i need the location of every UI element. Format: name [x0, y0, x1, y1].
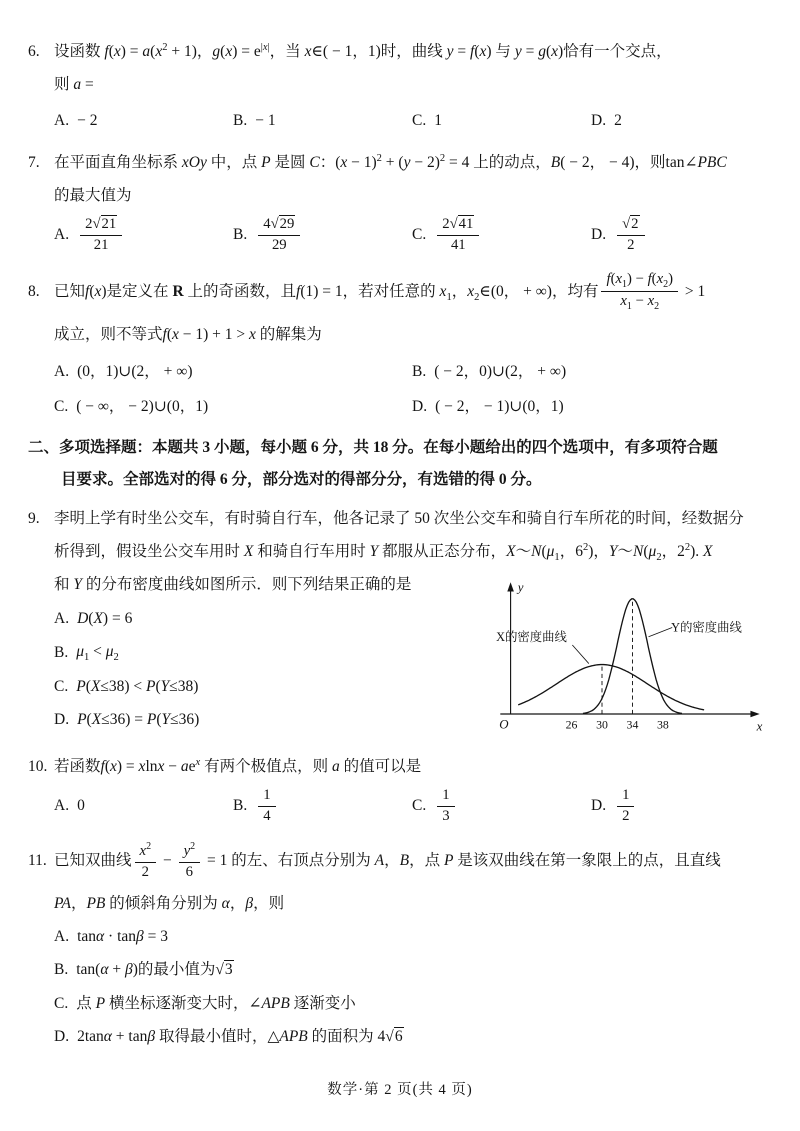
- y-curve-label: Y的密度曲线: [671, 621, 742, 636]
- q7-option-c: [412, 216, 591, 254]
- q6-option-d: [591, 112, 770, 130]
- q6-stem-line1: [28, 36, 770, 69]
- q11-option-d: [54, 1020, 770, 1053]
- q6-options: [54, 105, 770, 137]
- option-body: − 2: [77, 112, 98, 130]
- option-body: 点 P 横坐标逐渐变大时，∠APB 逐渐变小: [76, 994, 356, 1012]
- q9-stem-line2: 析得到，假设坐公交车用时 X 和骑自行车用时 Y 都服从正态分布，$X\sim N(\mu_1$，$6^2$)，$Y\sim N(\mu_2$，$2^2$). X: [54, 541, 713, 564]
- option-body: tan(α + β)的最小值为√3: [76, 961, 233, 979]
- q7-number: 7.: [28, 154, 40, 172]
- q8-stem-line1: [28, 265, 770, 320]
- q6-option-a: [54, 112, 233, 130]
- x-curve-callout-line: [572, 646, 588, 665]
- option-body: ( − 2，0)∪(2， + ∞): [434, 362, 567, 380]
- section-2-header: [28, 432, 770, 496]
- q10-options: [54, 787, 770, 825]
- q11-option-b: [54, 953, 770, 986]
- option-label: A.: [54, 928, 70, 946]
- option-label: C.: [54, 994, 69, 1012]
- option-label: B.: [54, 643, 69, 661]
- option-body: $\frac{2√21}{21}$: [77, 216, 125, 254]
- q11-number: 11.: [28, 852, 47, 870]
- option-body: D(X) = 6: [77, 609, 133, 627]
- q9-stem-text: 李明上学有时坐公交车，有时骑自行车，他各记录了 50 次坐公交车和骑自行车所花的时间，经数据分: [54, 510, 744, 528]
- q6-stem-line2: 则 a =: [54, 75, 94, 93]
- option-label: D.: [412, 397, 428, 415]
- option-body: ( − 2， − 1)∪(0，1): [435, 397, 564, 415]
- x-curve-label: X的密度曲线: [496, 630, 567, 645]
- option-body: tanα · tanβ = 3: [77, 928, 168, 946]
- q10-option-d: [591, 787, 770, 825]
- q6-stem-text: 设函数 $f(x) = a(x^2 + 1)$，$g(x) = e^{|x|}$，当 x∈( − 1，1)时，曲线 y = f(x) 与 y = g(x)恰有一个交点，: [54, 41, 672, 60]
- q10-stem-line1: [28, 751, 770, 784]
- option-label: A.: [54, 362, 70, 380]
- y-curve-callout-line: [649, 628, 673, 637]
- q9-stem-line1: [28, 503, 770, 536]
- question-10: [28, 751, 770, 826]
- question-11: [28, 835, 770, 1053]
- option-label: B.: [233, 226, 248, 244]
- q10-option-c: [412, 787, 591, 825]
- q8-option-b: [412, 356, 770, 387]
- option-label: B.: [54, 961, 69, 979]
- option-label: D.: [591, 226, 607, 244]
- q8-option-c: [54, 391, 412, 422]
- q7-option-a: [54, 216, 233, 254]
- q8-options: [54, 356, 770, 422]
- y-axis-label: y: [517, 580, 524, 595]
- q6-option-b: [233, 112, 412, 130]
- option-body: 2tanα + tanβ 取得最小值时，△APB 的面积为 4√6: [77, 1028, 403, 1046]
- option-label: A.: [54, 609, 70, 627]
- q11-stem-line2: PA，PB 的倾斜角分别为 α，β，则: [54, 894, 285, 912]
- option-body: ( − ∞， − 2)∪(0，1): [76, 397, 209, 415]
- q9-number: 9.: [28, 510, 40, 528]
- x-tick-38: 38: [657, 717, 669, 732]
- option-label: D.: [54, 711, 70, 729]
- q8-number: 8.: [28, 282, 40, 300]
- q9-stem-line3: 和 Y 的分布密度曲线如图所示．则下列结果正确的是: [54, 576, 412, 594]
- y-axis-arrow: [507, 583, 514, 592]
- origin-label: O: [499, 717, 509, 732]
- option-label: D.: [54, 1028, 70, 1046]
- q10-option-b: [233, 787, 412, 825]
- option-body: P(X≤36) = P(Y≤36): [77, 711, 200, 729]
- page-footer: 数学·第 2 页(共 4 页): [327, 1082, 473, 1098]
- question-7: [28, 147, 770, 254]
- x-tick-30: 30: [596, 717, 608, 732]
- option-label: A.: [54, 226, 70, 244]
- q8-stem-line2: 成立，则不等式f(x − 1) + 1 > x 的解集为: [54, 326, 322, 344]
- q7-options: [54, 216, 770, 254]
- q6-number: 6.: [28, 43, 40, 60]
- option-label: B.: [233, 797, 248, 815]
- option-body: $\frac{2√41}{41}$: [434, 216, 482, 254]
- q11-stem-text: 已知双曲线 $\frac{x^2}{2}$ − $\frac{y^2}{6}$ = 1 的左、右顶点分别为 A，B，点 P 是该双曲线在第一象限上的点，且直线: [54, 841, 721, 880]
- option-label: C.: [54, 677, 69, 695]
- q10-number: 10.: [28, 757, 48, 775]
- option-body: $\frac{4√29}{29}$: [255, 216, 303, 254]
- x-axis-arrow: [750, 711, 759, 718]
- option-label: C.: [412, 112, 427, 130]
- option-label: D.: [591, 797, 607, 815]
- option-body: $\mu_1 < \mu_2$: [76, 643, 119, 664]
- option-label: C.: [412, 226, 427, 244]
- option-body: 2: [614, 112, 622, 130]
- q6-option-c: [412, 112, 591, 130]
- x-tick-34: 34: [626, 717, 639, 732]
- option-body: $\frac{√2}{2}$: [614, 216, 647, 254]
- option-label: B.: [233, 112, 248, 130]
- q7-stem-line2: 的最大值为: [54, 186, 132, 204]
- question-9: [28, 503, 770, 736]
- option-label: C.: [54, 397, 69, 415]
- option-body: $\frac{1}{4}$: [255, 787, 278, 825]
- option-body: 0: [77, 797, 85, 815]
- option-label: C.: [412, 797, 427, 815]
- q7-option-b: [233, 216, 412, 254]
- density-curves-figure: [490, 575, 770, 748]
- q11-option-a: [54, 920, 770, 953]
- option-body: − 1: [255, 112, 276, 130]
- option-body: $\frac{1}{2}$: [614, 787, 637, 825]
- q7-option-d: [591, 216, 770, 254]
- question-8: [28, 265, 770, 422]
- x-axis-label: x: [756, 719, 763, 734]
- option-label: D.: [591, 112, 607, 130]
- option-label: B.: [412, 362, 427, 380]
- option-body: 1: [434, 112, 442, 130]
- q10-option-a: [54, 797, 233, 815]
- q7-stem-line1: [28, 147, 770, 180]
- option-body: (0，1)∪(2， + ∞): [77, 362, 193, 380]
- q11-option-c: [54, 987, 770, 1020]
- q8-option-d: [412, 391, 770, 422]
- q7-stem-text: 在平面直角坐标系 xOy 中，点 P 是圆 C：$(x - 1)^2 + (y - 2)^2 = 4$ 上的动点，B( − 2， − 4)，则tan∠PBC: [54, 152, 727, 172]
- x-tick-26: 26: [565, 717, 578, 732]
- q10-stem-text: 若函数$f(x) = xlnx - ae^x$ 有两个极值点，则 a 的值可以是: [54, 756, 422, 775]
- option-label: A.: [54, 797, 70, 815]
- option-body: $\frac{1}{3}$: [434, 787, 457, 825]
- q8-option-a: [54, 356, 412, 387]
- option-body: P(X≤38) < P(Y≤38): [76, 677, 199, 695]
- q8-stem-text: 已知f(x)是定义在 R 上的奇函数，且f(1) = 1，若对任意的 $x_1$，$x_2\in(0$， + ∞)，均有 $\frac{f(x_1) - f(x_2)}{x_1 - x_2}$ > 1: [54, 270, 706, 313]
- question-6: [28, 36, 770, 137]
- q11-stem-line1: [28, 835, 770, 887]
- option-label: A.: [54, 112, 70, 130]
- section-2-header-line2: 目要求。全部选对的得 6 分，部分选对的得部分分，有选错的得 0 分。: [61, 470, 542, 488]
- section-2-header-line1: 二、多项选择题：本题共 3 小题，每小题 6 分，共 18 分。在每小题给出的四个选项中，有多项符合题: [28, 438, 718, 456]
